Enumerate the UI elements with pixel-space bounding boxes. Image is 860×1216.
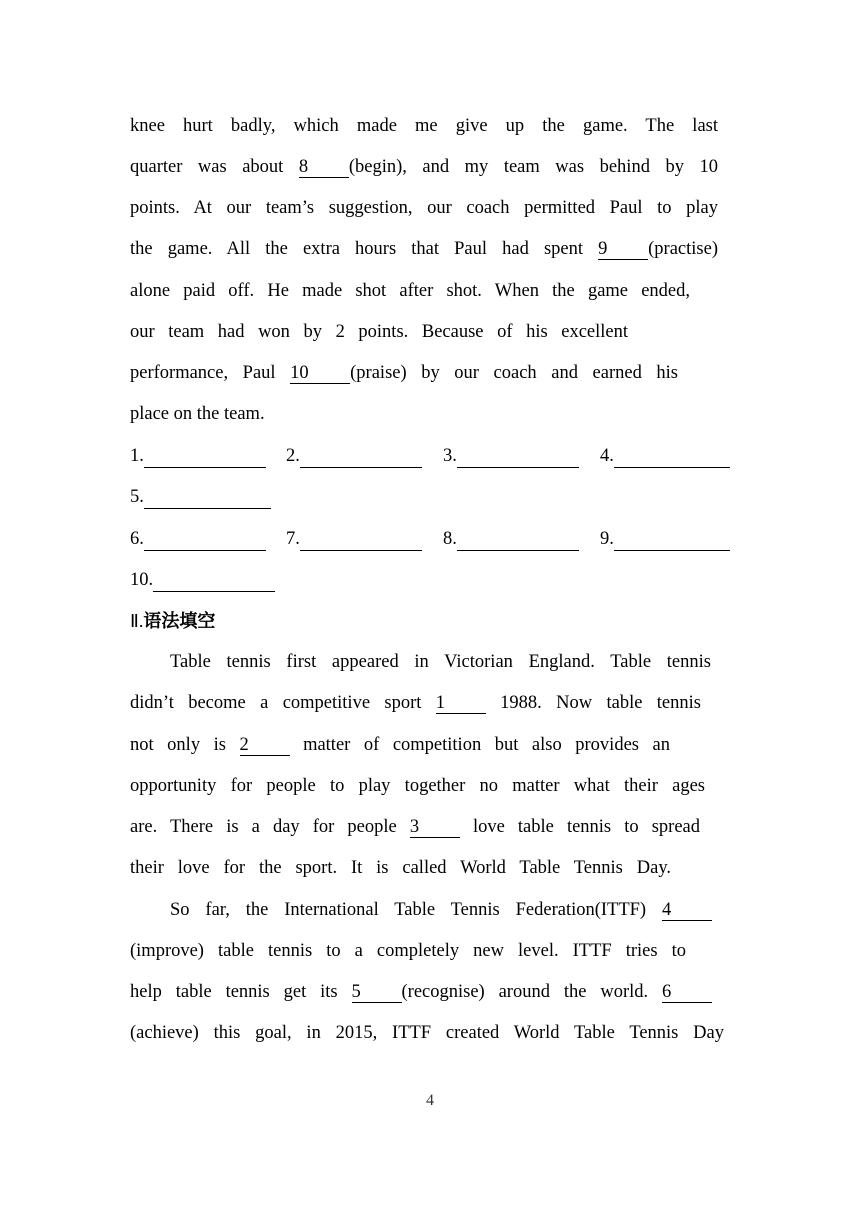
passage-text: 1988. Now table tennis: [485, 693, 701, 713]
answer-blank[interactable]: 1.: [130, 444, 266, 468]
passage-line: [130, 279, 690, 303]
answer-blank[interactable]: 7.: [286, 527, 422, 551]
passage-line: [130, 114, 718, 138]
passage-text: (praise) by our coach and earned his: [350, 363, 678, 383]
passage-line: [130, 815, 700, 839]
answer-blank[interactable]: 4.: [600, 444, 730, 468]
passage-line: [130, 320, 628, 344]
fill-in-blank[interactable]: 9: [598, 239, 648, 260]
passage-text: (improve) table tennis to a completely new level. ITTF tries to: [130, 941, 686, 961]
fill-in-blank[interactable]: 4: [662, 900, 712, 921]
section-numeral: Ⅱ.: [130, 611, 144, 631]
passage-text: (recognise) around the world.: [401, 982, 662, 1002]
passage-text: So far, the International Table Tennis Federation(ITTF): [170, 900, 662, 920]
passage-text: Table tennis first appeared in Victorian England. Table tennis: [170, 652, 711, 672]
passage-text: opportunity for people to play together no matter what their ages: [130, 776, 705, 796]
passage-line: [170, 898, 712, 922]
passage-text: (begin), and my team was behind by 10: [348, 157, 718, 177]
passage-line: [170, 650, 711, 674]
passage-line: [130, 856, 671, 880]
fill-in-blank[interactable]: 2: [240, 735, 290, 756]
passage-line: [130, 361, 678, 385]
fill-in-blank[interactable]: 1: [436, 693, 486, 714]
passage-text: knee hurt badly, which made me give up the game. The last: [130, 116, 718, 136]
passage-text: points. At our team’s suggestion, our coach permitted Paul to play: [130, 198, 718, 218]
passage-text: the game. All the extra hours that Paul had spent: [130, 239, 599, 259]
answer-blank[interactable]: 9.: [600, 527, 730, 551]
passage-text: not only is: [130, 735, 240, 755]
passage-text: their love for the sport. It is called World Table Tennis Day.: [130, 858, 671, 878]
section-title: 语法填空: [143, 611, 216, 632]
fill-in-blank[interactable]: 10: [290, 363, 350, 384]
section-heading: [130, 609, 215, 634]
page-number: 4: [426, 1092, 434, 1109]
passage-text: our team had won by 2 points. Because of his excellent: [130, 322, 628, 342]
fill-in-blank[interactable]: 6: [662, 982, 712, 1003]
passage-text: performance, Paul: [130, 363, 291, 383]
fill-in-blank[interactable]: 8: [299, 157, 349, 178]
answer-blank[interactable]: 3.: [443, 444, 579, 468]
passage-line: [130, 939, 686, 963]
passage-line: [130, 196, 718, 220]
passage-line: [130, 1021, 724, 1045]
passage-text: quarter was about: [130, 157, 299, 177]
passage-line: [130, 774, 705, 798]
passage-text: matter of competition but also provides an: [289, 735, 670, 755]
fill-in-blank[interactable]: 3: [410, 817, 460, 838]
passage-text: (practise): [648, 239, 718, 259]
passage-line: [130, 980, 712, 1004]
passage-line: [130, 733, 670, 757]
answer-blank[interactable]: 5.: [130, 485, 271, 509]
passage-text: didn’t become a competitive sport: [130, 693, 436, 713]
passage-line: [130, 691, 701, 715]
answer-blank[interactable]: 6.: [130, 527, 266, 551]
passage-text: alone paid off. He made shot after shot. When the game ended,: [130, 281, 690, 301]
fill-in-blank[interactable]: 5: [352, 982, 402, 1003]
passage-text: are. There is a day for people: [130, 817, 410, 837]
answer-blank[interactable]: 2.: [286, 444, 422, 468]
passage-text: (achieve) this goal, in 2015, ITTF created World Table Tennis Day: [130, 1023, 724, 1043]
passage-text: place on the team.: [130, 404, 265, 424]
passage-text: help table tennis get its: [130, 982, 352, 1002]
passage-line: [130, 402, 265, 426]
answer-blank[interactable]: 10.: [130, 568, 275, 592]
passage-line: [130, 155, 718, 179]
answer-blank[interactable]: 8.: [443, 527, 579, 551]
passage-line: [130, 237, 718, 261]
passage-text: love table tennis to spread: [459, 817, 700, 837]
